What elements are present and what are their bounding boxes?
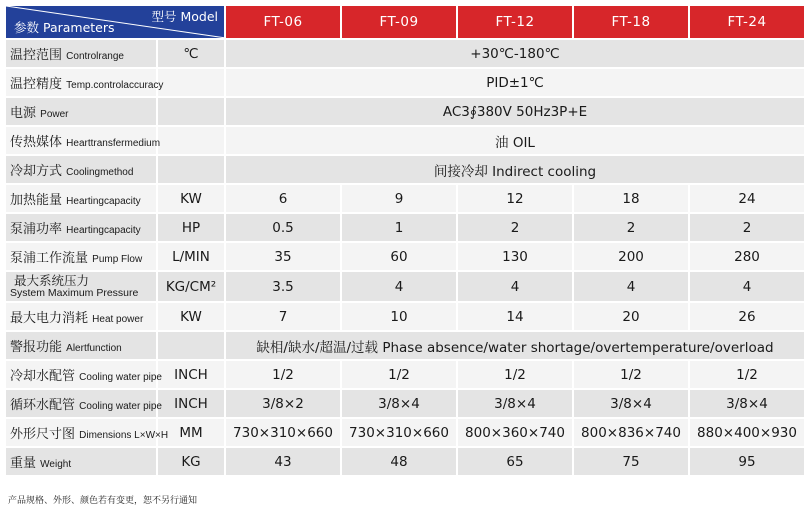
value-cell: 95: [690, 448, 806, 477]
value-cell: 48: [342, 448, 458, 477]
param-name-zh: 冷却方式: [10, 164, 63, 179]
param-name-cell: [6, 243, 158, 272]
param-name-zh: 泵浦工作流量: [10, 251, 89, 266]
model-header: FT-06: [226, 6, 342, 40]
value-cell: 60: [342, 243, 458, 272]
table-row: [6, 272, 806, 303]
value-cell: 2: [458, 214, 574, 243]
value-cell: 2: [690, 214, 806, 243]
spanned-value-cell: 缺相/缺水/超温/过载 Phase absence/water shortage/overtemperature/overload: [226, 332, 806, 361]
param-name-cell: [6, 214, 158, 243]
value-cell: 3/8×4: [690, 390, 806, 419]
value-cell: 3.5: [226, 272, 342, 303]
value-cell: 3/8×4: [574, 390, 690, 419]
value-cell: 0.5: [226, 214, 342, 243]
table-row: [6, 332, 806, 361]
table-row: [6, 214, 806, 243]
param-name-en: Heat power: [92, 314, 144, 325]
param-name-zh: 最大电力消耗: [10, 311, 89, 326]
unit-cell: INCH: [158, 361, 226, 390]
param-name-cell: [6, 390, 162, 419]
spec-table-body: [6, 40, 806, 477]
param-name-en: Hearttransfermedium: [66, 138, 161, 149]
param-name-zh: 重量: [10, 456, 37, 471]
param-name-cell: [6, 303, 158, 332]
unit-cell: KW: [158, 185, 226, 214]
table-row: [6, 127, 806, 156]
value-cell: 75: [574, 448, 690, 477]
header-corner-cell: [6, 6, 226, 40]
table-row: [6, 40, 806, 69]
value-cell: 2: [574, 214, 690, 243]
spec-table-container: [6, 6, 806, 477]
value-cell: 4: [458, 272, 574, 303]
value-cell: 18: [574, 185, 690, 214]
value-cell: 280: [690, 243, 806, 272]
unit-cell: [158, 156, 226, 185]
value-cell: 20: [574, 303, 690, 332]
param-name-zh: 警报功能: [10, 340, 63, 355]
value-cell: 3/8×2: [226, 390, 342, 419]
value-cell: 35: [226, 243, 342, 272]
value-cell: 24: [690, 185, 806, 214]
param-name-cell: [6, 156, 158, 185]
param-name-zh: 泵浦功率: [10, 222, 63, 237]
value-cell: 3/8×4: [342, 390, 458, 419]
table-row: [6, 243, 806, 272]
unit-cell: [158, 98, 226, 127]
param-name-cell: [6, 272, 158, 303]
param-name-cell: [6, 332, 158, 361]
value-cell: 880×400×930: [690, 419, 806, 448]
model-header: FT-12: [458, 6, 574, 40]
table-row: [6, 390, 806, 419]
unit-cell: KG/CM²: [158, 272, 226, 303]
value-cell: 43: [226, 448, 342, 477]
param-name-en: Dimensions L×W×H: [79, 430, 169, 441]
param-name-en: Controlrange: [66, 51, 124, 62]
table-row: [6, 69, 806, 98]
value-cell: 730×310×660: [342, 419, 458, 448]
model-header: FT-09: [342, 6, 458, 40]
param-name-cell: [6, 419, 169, 448]
value-cell: 4: [574, 272, 690, 303]
unit-cell: ℃: [158, 40, 226, 69]
param-name-cell: [6, 361, 162, 390]
unit-cell: [158, 332, 226, 361]
value-cell: 1/2: [226, 361, 342, 390]
unit-cell: KW: [158, 303, 226, 332]
footnote: 产品规格、外形、颜色若有变更，恕不另行通知: [8, 496, 198, 506]
value-cell: 1/2: [342, 361, 458, 390]
value-cell: 1/2: [690, 361, 806, 390]
value-cell: 800×360×740: [458, 419, 574, 448]
value-cell: 730×310×660: [226, 419, 342, 448]
value-cell: 14: [458, 303, 574, 332]
table-row: [6, 303, 806, 332]
param-name-en: Heartingcapacity: [66, 196, 141, 207]
value-cell: 9: [342, 185, 458, 214]
unit-cell: MM: [158, 419, 226, 448]
param-name-cell: [6, 127, 161, 156]
value-cell: 65: [458, 448, 574, 477]
param-name-cell: [6, 185, 158, 214]
value-cell: 26: [690, 303, 806, 332]
table-row: [6, 419, 806, 448]
corner-params-label: 参数 Parameters: [14, 20, 115, 35]
unit-cell: [158, 127, 226, 156]
spanned-value-cell: 油 OIL: [226, 127, 806, 156]
value-cell: 1/2: [458, 361, 574, 390]
param-name-cell: [6, 69, 164, 98]
param-name-en: Cooling water pipe: [79, 401, 162, 412]
table-row: [6, 185, 806, 214]
param-name-en: System Maximum Pressure: [10, 286, 139, 299]
param-name-en: Cooling water pipe: [79, 372, 162, 383]
spec-table: [6, 6, 806, 477]
value-cell: 1/2: [574, 361, 690, 390]
value-cell: 10: [342, 303, 458, 332]
value-cell: 12: [458, 185, 574, 214]
value-cell: 4: [342, 272, 458, 303]
param-name-zh: 循环水配管: [10, 398, 76, 413]
table-row: [6, 156, 806, 185]
param-name-cell: [6, 40, 158, 69]
param-name-en: Pump Flow: [92, 254, 143, 265]
value-cell: 6: [226, 185, 342, 214]
spanned-value-cell: +30℃-180℃: [226, 40, 806, 69]
table-row: [6, 361, 806, 390]
param-name-cell: [6, 448, 158, 477]
param-name-en: Alertfunction: [66, 343, 122, 354]
unit-cell: HP: [158, 214, 226, 243]
header-row: [6, 6, 806, 40]
corner-model-label: 型号 Model: [151, 9, 218, 24]
value-cell: 200: [574, 243, 690, 272]
value-cell: 130: [458, 243, 574, 272]
param-name-zh: 温控精度: [10, 77, 63, 92]
spanned-value-cell: 间接冷却 Indirect cooling: [226, 156, 806, 185]
model-header: FT-24: [690, 6, 806, 40]
param-name-en: Weight: [40, 459, 72, 470]
value-cell: 3/8×4: [458, 390, 574, 419]
unit-cell: KG: [158, 448, 226, 477]
spanned-value-cell: PID±1℃: [226, 69, 806, 98]
param-name-en: Power: [40, 109, 69, 120]
param-name-en: Temp.controlaccuracy: [66, 80, 164, 91]
table-row: [6, 448, 806, 477]
unit-cell: [158, 69, 226, 98]
param-name-en: Coolingmethod: [66, 167, 134, 178]
value-cell: 800×836×740: [574, 419, 690, 448]
param-name-zh: 电源: [10, 106, 37, 121]
param-name-zh: 传热媒体: [10, 135, 63, 150]
value-cell: 4: [690, 272, 806, 303]
param-name-zh: 加热能量: [10, 193, 63, 208]
param-name-en: Heartingcapacity: [66, 225, 141, 236]
spanned-value-cell: AC3∮380V 50Hz3P+E: [226, 98, 806, 127]
unit-cell: INCH: [158, 390, 226, 419]
unit-cell: L/MIN: [158, 243, 226, 272]
param-name-zh: 最大系统压力: [14, 272, 90, 288]
model-header: FT-18: [574, 6, 690, 40]
value-cell: 1: [342, 214, 458, 243]
param-name-zh: 外形尺寸图: [10, 427, 76, 442]
param-name-cell: [6, 98, 158, 127]
table-row: [6, 98, 806, 127]
value-cell: 7: [226, 303, 342, 332]
param-name-zh: 温控范围: [10, 48, 63, 63]
param-name-zh: 冷却水配管: [10, 369, 76, 384]
